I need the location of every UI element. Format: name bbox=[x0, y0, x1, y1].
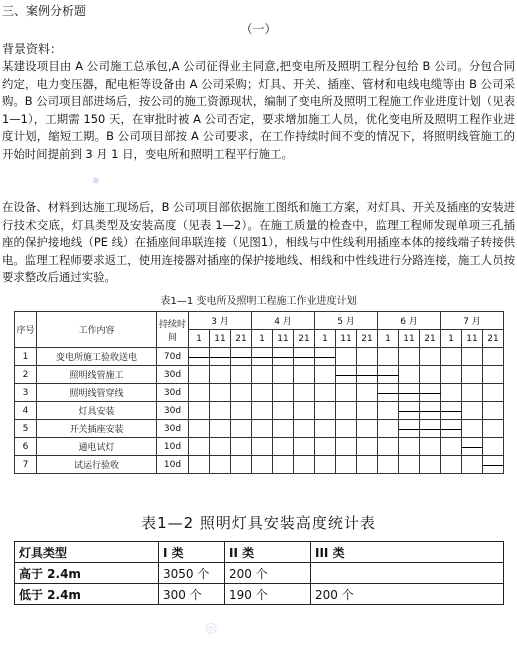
timeline-cell bbox=[378, 438, 399, 456]
row-task: 通电试灯 bbox=[37, 438, 157, 456]
timeline-cell bbox=[483, 402, 504, 420]
timeline-cell bbox=[315, 384, 336, 402]
day-header: 1 bbox=[189, 330, 210, 348]
day-header: 1 bbox=[252, 330, 273, 348]
row-task: 变电所施工验收送电 bbox=[37, 348, 157, 366]
row-seq: 2 bbox=[15, 366, 37, 384]
timeline-cell bbox=[210, 384, 231, 402]
timeline-cell bbox=[273, 402, 294, 420]
timeline-cell bbox=[462, 348, 483, 366]
timeline-cell bbox=[462, 402, 483, 420]
timeline-cell bbox=[252, 456, 273, 474]
timeline-cell bbox=[231, 384, 252, 402]
col-seq: 序号 bbox=[15, 312, 37, 348]
timeline-cell bbox=[252, 366, 273, 384]
timeline-cell bbox=[336, 384, 357, 402]
timeline-cell bbox=[294, 456, 315, 474]
timeline-cell bbox=[336, 420, 357, 438]
row-seq: 6 bbox=[15, 438, 37, 456]
timeline-cell bbox=[399, 366, 420, 384]
timeline-cell bbox=[441, 348, 462, 366]
timeline-cell bbox=[357, 456, 378, 474]
timeline-cell bbox=[294, 438, 315, 456]
month-header: 6 月 bbox=[378, 312, 441, 330]
timeline-cell bbox=[273, 384, 294, 402]
timeline-cell bbox=[294, 366, 315, 384]
header-class-2: II 类 bbox=[225, 542, 311, 563]
day-header: 21 bbox=[357, 330, 378, 348]
header-lamp-type: 灯具类型 bbox=[15, 542, 159, 563]
timeline-cell bbox=[273, 420, 294, 438]
timeline-cell bbox=[420, 366, 441, 384]
timeline-cell bbox=[462, 384, 483, 402]
day-header: 1 bbox=[441, 330, 462, 348]
row-task: 开关插座安装 bbox=[37, 420, 157, 438]
row-seq: 5 bbox=[15, 420, 37, 438]
row-seq: 7 bbox=[15, 456, 37, 474]
timeline-cell bbox=[294, 402, 315, 420]
row-seq: 3 bbox=[15, 384, 37, 402]
timeline-cell bbox=[357, 384, 378, 402]
timeline-cell bbox=[336, 438, 357, 456]
gantt-bar bbox=[336, 375, 399, 376]
timeline-cell bbox=[483, 366, 504, 384]
timeline-cell bbox=[462, 456, 483, 474]
timeline-cell bbox=[294, 420, 315, 438]
row-duration: 10d bbox=[157, 438, 189, 456]
timeline-cell bbox=[252, 438, 273, 456]
timeline-cell bbox=[231, 366, 252, 384]
day-header: 1 bbox=[315, 330, 336, 348]
month-header: 7 月 bbox=[441, 312, 504, 330]
timeline-cell bbox=[336, 402, 357, 420]
timeline-cell bbox=[378, 456, 399, 474]
cell-value: 200 个 bbox=[225, 563, 311, 584]
timeline-cell bbox=[294, 384, 315, 402]
timeline-cell bbox=[357, 348, 378, 366]
timeline-cell bbox=[210, 402, 231, 420]
day-header: 11 bbox=[336, 330, 357, 348]
cell-value: 200 个 bbox=[311, 584, 504, 605]
day-header: 11 bbox=[273, 330, 294, 348]
timeline-cell bbox=[189, 438, 210, 456]
row-task: 试运行验收 bbox=[37, 456, 157, 474]
timeline-cell bbox=[462, 420, 483, 438]
table-row bbox=[15, 438, 504, 456]
timeline-cell bbox=[399, 348, 420, 366]
day-header: 21 bbox=[231, 330, 252, 348]
timeline-cell bbox=[336, 456, 357, 474]
row-duration: 30d bbox=[157, 420, 189, 438]
timeline-cell bbox=[462, 366, 483, 384]
timeline-cell bbox=[315, 438, 336, 456]
gantt-bar bbox=[189, 357, 336, 358]
row-duration: 30d bbox=[157, 402, 189, 420]
timeline-cell bbox=[357, 420, 378, 438]
timeline-cell bbox=[189, 402, 210, 420]
day-header: 11 bbox=[462, 330, 483, 348]
row-duration: 10d bbox=[157, 456, 189, 474]
table-row bbox=[15, 563, 504, 584]
timeline-cell bbox=[252, 420, 273, 438]
timeline-cell bbox=[210, 438, 231, 456]
timeline-cell bbox=[210, 366, 231, 384]
day-header: 21 bbox=[420, 330, 441, 348]
row-duration: 70d bbox=[157, 348, 189, 366]
timeline-cell bbox=[252, 384, 273, 402]
timeline-cell bbox=[315, 366, 336, 384]
row-task: 灯具安装 bbox=[37, 402, 157, 420]
timeline-cell bbox=[483, 438, 504, 456]
table1-caption: 表1—1 变电所及照明工程施工作业进度计划 bbox=[160, 296, 357, 307]
timeline-cell bbox=[189, 420, 210, 438]
timeline-cell bbox=[189, 456, 210, 474]
timeline-cell bbox=[483, 348, 504, 366]
watermark: ◎ bbox=[205, 620, 218, 636]
gantt-bar bbox=[399, 411, 462, 412]
timeline-cell bbox=[273, 438, 294, 456]
col-duration: 持续时间 bbox=[157, 312, 189, 348]
day-header: 11 bbox=[399, 330, 420, 348]
timeline-cell bbox=[315, 402, 336, 420]
day-header: 11 bbox=[210, 330, 231, 348]
timeline-cell bbox=[378, 348, 399, 366]
header-class-3: III 类 bbox=[311, 542, 504, 563]
timeline-cell bbox=[189, 366, 210, 384]
cell-value: 3050 个 bbox=[159, 563, 225, 584]
timeline-cell bbox=[378, 420, 399, 438]
row-duration: 30d bbox=[157, 384, 189, 402]
row-task: 照明线管穿线 bbox=[37, 384, 157, 402]
timeline-cell bbox=[441, 366, 462, 384]
day-header: 1 bbox=[378, 330, 399, 348]
row-seq: 4 bbox=[15, 402, 37, 420]
timeline-cell bbox=[273, 366, 294, 384]
month-header: 3 月 bbox=[189, 312, 252, 330]
gantt-bar bbox=[462, 447, 483, 448]
row-label: 高于 2.4m bbox=[15, 563, 159, 584]
day-header: 21 bbox=[483, 330, 504, 348]
col-task: 工作内容 bbox=[37, 312, 157, 348]
row-seq: 1 bbox=[15, 348, 37, 366]
timeline-cell bbox=[315, 420, 336, 438]
cell-value: 190 个 bbox=[225, 584, 311, 605]
timeline-cell bbox=[231, 456, 252, 474]
timeline-cell bbox=[441, 456, 462, 474]
paragraph-2: 在设备、材料到达施工现场后，B 公司项目部依据施工图纸和施工方案，对灯具、开关及插座的安装进行技术交底，灯具类型及安装高度（见表 1—2）。在施工质量的检查中，监理工程师发现单项三孔插座的保护接地线（PE 线）在插座间串联连接（见图1），相线与中性线利用插座本体的接线端子转接供电。监理工程师要求返工，使用连接器对插座的保护接地线、相线和中性线进行分路连接，施工人员按要求整改后通过实验。 bbox=[2, 200, 515, 285]
timeline-cell bbox=[231, 402, 252, 420]
timeline-cell bbox=[252, 402, 273, 420]
timeline-cell bbox=[231, 438, 252, 456]
table-row bbox=[15, 456, 504, 474]
row-duration: 30d bbox=[157, 366, 189, 384]
timeline-cell bbox=[441, 384, 462, 402]
row-label: 低于 2.4m bbox=[15, 584, 159, 605]
timeline-cell bbox=[336, 348, 357, 366]
month-header: 5 月 bbox=[315, 312, 378, 330]
header-class-1: I 类 bbox=[159, 542, 225, 563]
timeline-cell bbox=[357, 402, 378, 420]
timeline-cell bbox=[483, 420, 504, 438]
row-task: 照明线管施工 bbox=[37, 366, 157, 384]
timeline-cell bbox=[210, 456, 231, 474]
lamp-height-table bbox=[14, 541, 504, 605]
timeline-cell bbox=[441, 438, 462, 456]
timeline-cell bbox=[420, 438, 441, 456]
timeline-cell bbox=[399, 456, 420, 474]
day-header: 21 bbox=[294, 330, 315, 348]
background-label: 背景资料： bbox=[2, 42, 63, 56]
table-row bbox=[15, 584, 504, 605]
gantt-bar bbox=[483, 465, 504, 466]
section-heading: 三、案例分析题 bbox=[2, 4, 87, 18]
cell-value bbox=[311, 563, 504, 584]
table2-caption: 表1—2 照明灯具安装高度统计表 bbox=[141, 514, 376, 532]
timeline-cell bbox=[210, 420, 231, 438]
timeline-cell bbox=[420, 348, 441, 366]
timeline-cell bbox=[231, 420, 252, 438]
gantt-bar bbox=[378, 393, 441, 394]
timeline-cell bbox=[378, 402, 399, 420]
timeline-cell bbox=[189, 384, 210, 402]
timeline-cell bbox=[399, 438, 420, 456]
month-header: 4 月 bbox=[252, 312, 315, 330]
timeline-cell bbox=[357, 438, 378, 456]
gantt-bar bbox=[399, 429, 462, 430]
case-number: （一） bbox=[240, 22, 277, 36]
timeline-cell bbox=[420, 456, 441, 474]
table-row bbox=[15, 366, 504, 384]
timeline-cell bbox=[273, 456, 294, 474]
cell-value: 300 个 bbox=[159, 584, 225, 605]
timeline-cell bbox=[315, 456, 336, 474]
paragraph-1: 某建设项目由 A 公司施工总承包,A 公司征得业主同意,把变电所及照明工程分包给 B 公司。分包合同约定，电力变压器，配电柜等设备由 A 公司采购；灯具、开关、插座、管材和电线电缆等由 B 公司采购。B 公司项目部进场后，按公司的施工资源现状，编制了变电所及照明工程施工作业进度计划（见表 1—1），工期需 150 天，在审批时被 A 公司否定，要求增加施工人员，优化变电所及照明工程作业进度计划，缩短工期。B 公司项目部按 A 公司要求，在工作持续时间不变的情况下，将照明线管施工的开始时间提前到 3 月 1 日，变电所和照明工程平行施工。 bbox=[2, 59, 515, 161]
timeline-cell bbox=[483, 384, 504, 402]
watermark: ◆ bbox=[90, 173, 102, 188]
